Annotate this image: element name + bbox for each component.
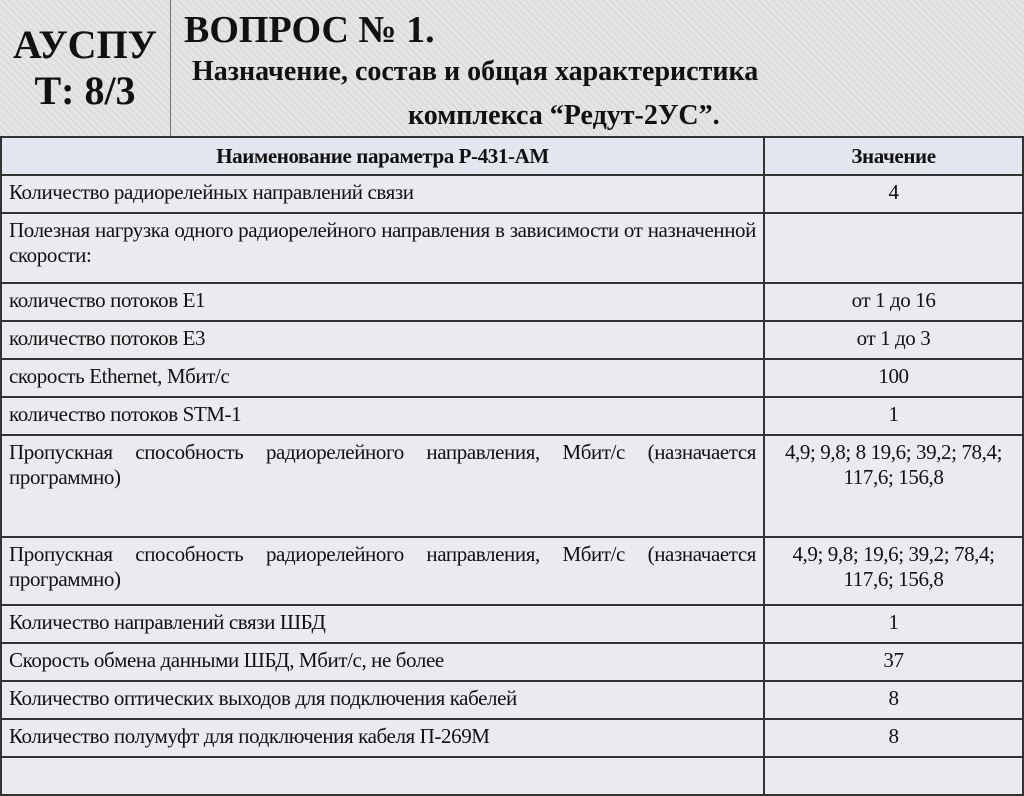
value-cell xyxy=(764,213,1023,283)
value-cell: 4,9; 9,8; 8 19,6; 39,2; 78,4; 117,6; 156,8 xyxy=(764,435,1023,537)
table-row xyxy=(1,397,1023,435)
parameters-table xyxy=(0,136,1024,796)
param-cell xyxy=(1,757,764,795)
code-line-2: Т: 8/3 xyxy=(34,68,136,113)
param-cell: Скорость обмена данными ШБД, Мбит/с, не более xyxy=(1,643,764,681)
table-row xyxy=(1,175,1023,213)
value-cell: 1 xyxy=(764,397,1023,435)
table-header-row xyxy=(1,137,1023,175)
subtitle-line-1: Назначение, состав и общая характеристика xyxy=(192,56,759,87)
course-code xyxy=(0,0,171,136)
value-cell: 4 xyxy=(764,175,1023,213)
value-cell: 8 xyxy=(764,681,1023,719)
param-cell: Количество радиорелейных направлений связи xyxy=(1,175,764,213)
question-title: ВОПРОС № 1. xyxy=(184,9,435,51)
table-row xyxy=(1,643,1023,681)
table-row xyxy=(1,213,1023,283)
code-line-1: АУСПУ xyxy=(12,22,158,67)
column-header-value: Значение xyxy=(764,137,1023,175)
slide-header xyxy=(0,0,1024,136)
param-cell: Полезная нагрузка одного радиорелейного направления в зависимости от назначенной скорости: xyxy=(1,213,764,283)
value-cell: 8 xyxy=(764,719,1023,757)
param-cell: Пропускная способность радиорелейного направления, Мбит/с (назначается программно) xyxy=(1,435,764,537)
subtitle-line-2: комплекса “Редут-2УС”. xyxy=(408,100,720,131)
param-cell: количество потоков Е1 xyxy=(1,283,764,321)
param-cell: количество потоков STM-1 xyxy=(1,397,764,435)
value-cell: 100 xyxy=(764,359,1023,397)
value-cell: 1 xyxy=(764,605,1023,643)
value-cell xyxy=(764,757,1023,795)
param-cell: Количество оптических выходов для подключения кабелей xyxy=(1,681,764,719)
param-cell: Количество полумуфт для подключения кабеля П-269М xyxy=(1,719,764,757)
table-row xyxy=(1,283,1023,321)
table-row-clipped xyxy=(1,757,1023,795)
param-cell: Количество направлений связи ШБД xyxy=(1,605,764,643)
table-row xyxy=(1,435,1023,537)
table-row xyxy=(1,537,1023,605)
table-row xyxy=(1,681,1023,719)
param-cell: скорость Ethernet, Мбит/с xyxy=(1,359,764,397)
table-row xyxy=(1,321,1023,359)
table-row xyxy=(1,719,1023,757)
value-cell: 37 xyxy=(764,643,1023,681)
value-cell: 4,9; 9,8; 19,6; 39,2; 78,4; 117,6; 156,8 xyxy=(764,537,1023,605)
table-row xyxy=(1,605,1023,643)
value-cell: от 1 до 3 xyxy=(764,321,1023,359)
value-cell: от 1 до 16 xyxy=(764,283,1023,321)
table-row xyxy=(1,359,1023,397)
param-cell: количество потоков Е3 xyxy=(1,321,764,359)
column-header-parameter: Наименование параметра Р-431-АМ xyxy=(1,137,764,175)
param-cell: Пропускная способность радиорелейного направления, Мбит/с (назначается программно) xyxy=(1,537,764,605)
